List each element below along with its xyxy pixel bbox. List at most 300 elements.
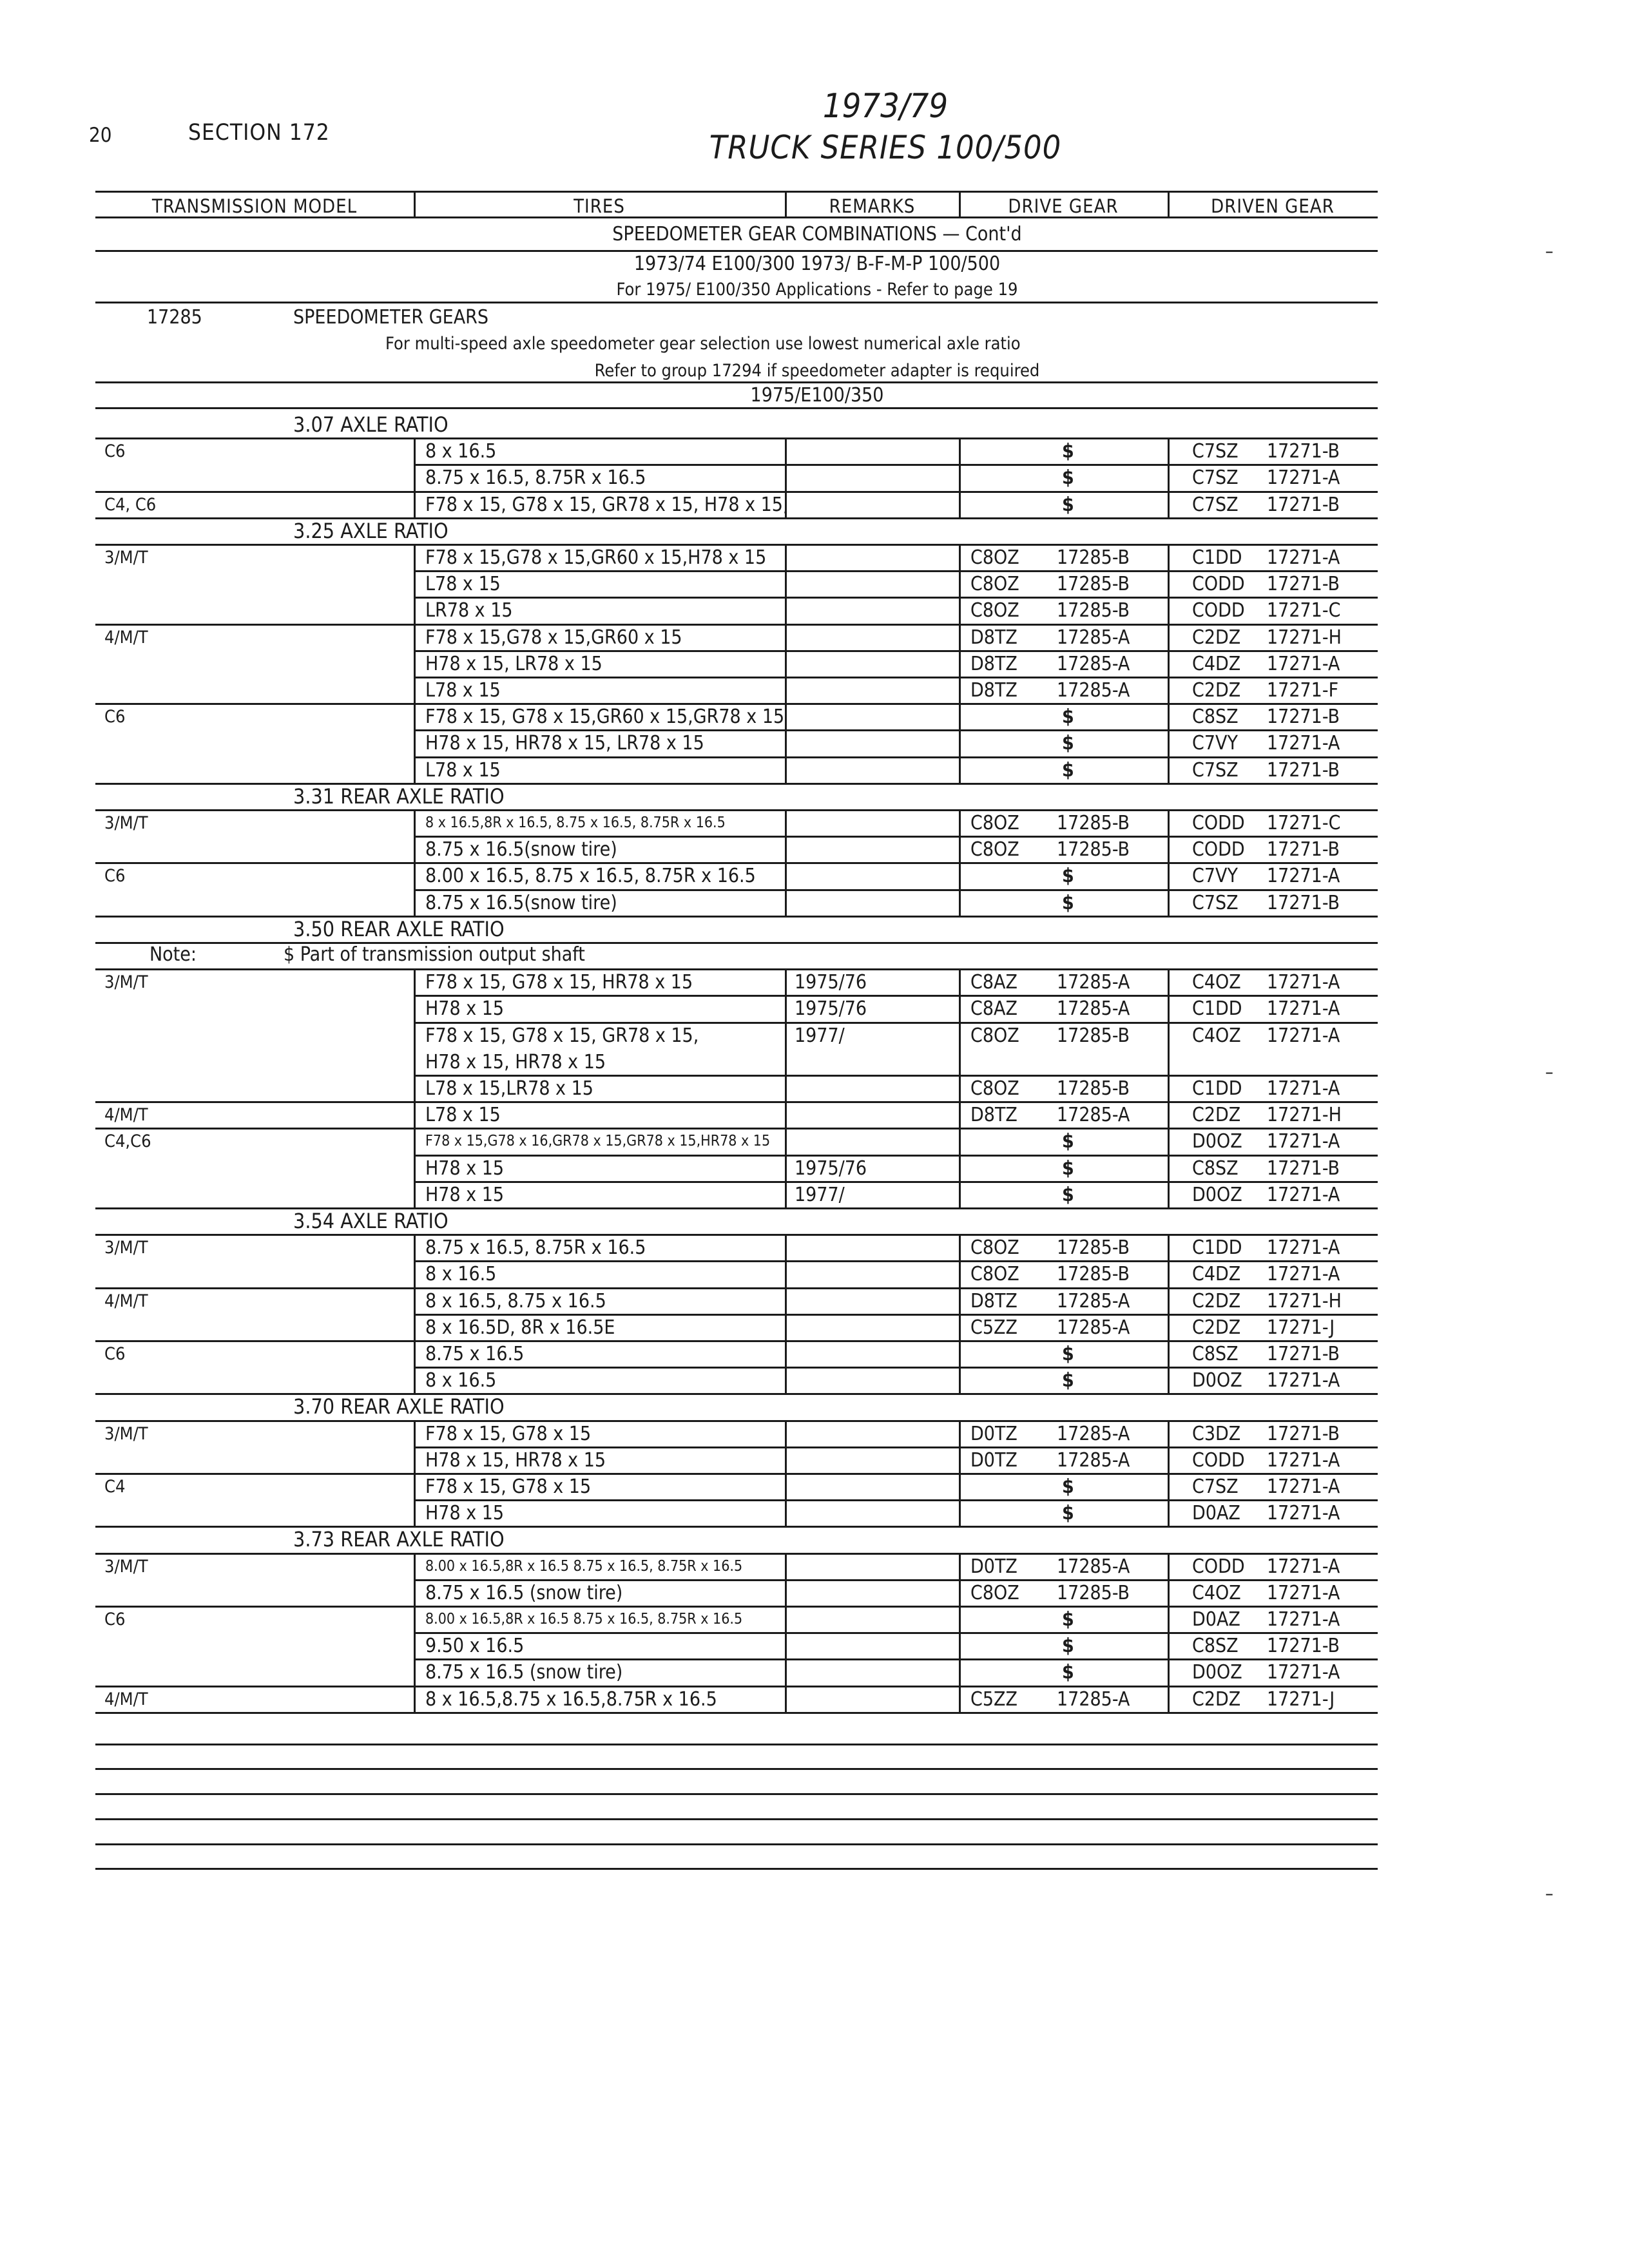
cell-divider	[1168, 1075, 1170, 1101]
driven-gear-part: 17271-A	[1267, 652, 1340, 675]
cell-divider	[959, 650, 961, 677]
cell-divider	[414, 703, 416, 729]
drive-gear-output-shaft-mark: $	[1062, 1369, 1074, 1392]
tire-size: F78 x 15, G78 x 15	[425, 1422, 592, 1445]
drive-gear-part: 17285-B	[1057, 599, 1130, 622]
cell-divider	[959, 1314, 961, 1340]
row-rule	[414, 1022, 1378, 1024]
page-title-years: 1973/79	[822, 87, 949, 126]
cell-divider	[1168, 677, 1170, 703]
driven-gear-prefix: CODD	[1192, 573, 1245, 596]
driven-gear-part: 17271-A	[1267, 1369, 1340, 1392]
remarks: 1975/76	[795, 971, 867, 994]
driven-gear-prefix: C4OZ	[1192, 1581, 1241, 1604]
cell-divider	[1168, 1181, 1170, 1207]
cell-divider	[959, 1287, 961, 1314]
tire-size: 8.00 x 16.5,8R x 16.5 8.75 x 16.5, 8.75R x 16.5	[425, 1557, 743, 1575]
cell-divider	[959, 1260, 961, 1287]
cell-divider	[959, 1632, 961, 1658]
tire-size: 8.00 x 16.5, 8.75 x 16.5, 8.75R x 16.5	[425, 865, 756, 888]
section-end-rule	[95, 1393, 1378, 1395]
driven-gear-part: 17271-B	[1267, 1343, 1340, 1365]
cell-divider	[785, 437, 787, 464]
driven-gear-prefix: D0AZ	[1192, 1608, 1240, 1631]
cell-divider	[1168, 836, 1170, 862]
cell-divider	[1168, 597, 1170, 623]
model-rule	[95, 862, 414, 864]
cell-divider	[414, 437, 416, 464]
cell-divider	[959, 544, 961, 570]
driven-gear-part: 17271-A	[1267, 546, 1340, 569]
driven-gear-prefix: D0AZ	[1192, 1502, 1240, 1525]
drive-gear-part: 17285-B	[1057, 812, 1130, 834]
drive-gear-prefix: C8OZ	[970, 573, 1019, 596]
column-header-remarks: REMARKS	[829, 195, 916, 217]
drive-gear-prefix: C8OZ	[970, 812, 1019, 834]
cell-divider	[959, 1367, 961, 1393]
drive-gear-prefix: C8OZ	[970, 1263, 1019, 1286]
tire-size: F78 x 15, G78 x 15,GR60 x 15,GR78 x 15	[425, 706, 785, 729]
cell-divider	[1168, 624, 1170, 650]
model-rule	[95, 1686, 414, 1687]
cell-divider	[414, 597, 416, 623]
model-rule	[95, 703, 414, 705]
drive-gear-output-shaft-mark: $	[1062, 1635, 1074, 1658]
tire-size: 8 x 16.5	[425, 1369, 497, 1392]
cell-divider	[1168, 1314, 1170, 1340]
blank-rule	[95, 1843, 1378, 1845]
driven-gear-prefix: C3DZ	[1192, 1422, 1241, 1445]
remarks: 1977/	[795, 1024, 845, 1047]
cell-divider	[1168, 1340, 1170, 1367]
cell-divider	[959, 889, 961, 916]
tire-size: 8.75 x 16.5, 8.75R x 16.5	[425, 1236, 646, 1260]
driven-gear-part: 17271-A	[1267, 1448, 1340, 1472]
cell-divider	[414, 809, 416, 836]
drive-gear-prefix: C8AZ	[970, 971, 1017, 994]
cell-divider	[785, 1606, 787, 1632]
section-end-rule	[95, 1526, 1378, 1528]
model-rule	[95, 968, 414, 970]
row-rule	[414, 1473, 1378, 1475]
drive-gear-output-shaft-mark: $	[1062, 1157, 1074, 1180]
model-rule	[95, 544, 414, 546]
tire-size: 8.75 x 16.5 (snow tire)	[425, 1661, 623, 1684]
drive-gear-part: 17285-B	[1057, 838, 1130, 861]
blank-rule	[95, 1744, 1378, 1745]
cell-divider	[414, 1658, 416, 1685]
cell-divider	[959, 1075, 961, 1101]
note-label: Note:	[149, 943, 197, 966]
cell-divider	[1168, 1499, 1170, 1526]
page-title-series: TRUCK SERIES 100/500	[709, 129, 1062, 166]
driven-gear-part: 17271-A	[1267, 1236, 1340, 1260]
cell-divider	[414, 1420, 416, 1446]
row-rule	[414, 889, 1378, 891]
drive-gear-prefix: C8OZ	[970, 546, 1019, 569]
section-end-rule	[95, 916, 1378, 918]
transmission-model: C4, C6	[104, 494, 157, 515]
cell-divider	[959, 1128, 961, 1154]
driven-gear-prefix: C2DZ	[1192, 1316, 1241, 1339]
cell-divider	[414, 1287, 416, 1314]
tire-size: L78 x 15	[425, 758, 501, 782]
cell-divider	[785, 1234, 787, 1260]
cell-divider	[414, 1101, 416, 1128]
cell-divider	[1168, 862, 1170, 889]
row-rule	[414, 1632, 1378, 1634]
cell-divider	[959, 1606, 961, 1632]
driven-gear-prefix: D0OZ	[1192, 1661, 1242, 1684]
drive-gear-prefix: C8OZ	[970, 838, 1019, 861]
transmission-model: 3/M/T	[104, 1556, 148, 1577]
cell-divider	[1168, 437, 1170, 464]
axle-ratio-heading: 3.50 REAR AXLE RATIO	[293, 916, 505, 941]
model-rule	[95, 1234, 414, 1236]
cell-divider	[959, 677, 961, 703]
driven-gear-prefix: C8SZ	[1192, 1635, 1239, 1658]
cell-divider	[785, 1579, 787, 1606]
cell-divider	[959, 703, 961, 729]
driven-gear-part: 17271-H	[1267, 626, 1342, 649]
row-rule	[414, 703, 1378, 705]
transmission-model: C4	[104, 1477, 126, 1497]
driven-gear-part: 17271-B	[1267, 838, 1340, 861]
driven-gear-prefix: C7SZ	[1192, 466, 1239, 490]
driven-gear-part: 17271-B	[1267, 1422, 1340, 1445]
drive-gear-prefix: D8TZ	[970, 626, 1017, 649]
driven-gear-part: 17271-A	[1267, 1555, 1340, 1578]
cell-divider	[1168, 729, 1170, 756]
drive-gear-prefix: C8OZ	[970, 1236, 1019, 1260]
drive-gear-prefix: D8TZ	[970, 679, 1017, 702]
cell-divider	[785, 862, 787, 889]
driven-gear-prefix: C8SZ	[1192, 1343, 1239, 1365]
row-rule	[414, 1260, 1378, 1262]
row-rule	[414, 1314, 1378, 1316]
model-rule	[95, 1473, 414, 1475]
transmission-model: C6	[104, 1344, 126, 1364]
blank-rule	[95, 1868, 1378, 1870]
row-rule	[414, 1075, 1378, 1077]
driven-gear-part: 17271-B	[1267, 440, 1340, 463]
tire-size: H78 x 15, LR78 x 15	[425, 652, 602, 675]
cell-divider	[414, 1686, 416, 1712]
cell-divider	[1168, 570, 1170, 597]
cell-divider	[414, 1155, 416, 1181]
driven-gear-part: 17271-A	[1267, 997, 1340, 1021]
row-rule	[414, 1579, 1378, 1581]
cell-divider	[785, 995, 787, 1021]
cell-divider	[959, 1420, 961, 1446]
drive-gear-part: 17285-A	[1057, 1555, 1130, 1578]
drive-gear-part: 17285-A	[1057, 971, 1130, 994]
row-rule	[414, 1155, 1378, 1157]
margin-mark: –	[1545, 1061, 1554, 1082]
part-name: SPEEDOMETER GEARS	[293, 306, 489, 329]
driven-gear-prefix: C4DZ	[1192, 1263, 1241, 1286]
cell-divider	[1168, 1260, 1170, 1287]
tire-size: H78 x 15	[425, 1183, 505, 1206]
cell-divider	[414, 464, 416, 490]
transmission-model: 3/M/T	[104, 548, 148, 568]
model-rule	[95, 1287, 414, 1289]
cell-divider	[785, 1287, 787, 1314]
cell-divider	[1168, 1553, 1170, 1579]
drive-gear-output-shaft-mark: $	[1062, 493, 1074, 516]
drive-gear-output-shaft-mark: $	[1062, 732, 1074, 755]
cell-divider	[785, 1155, 787, 1181]
cell-divider	[959, 1155, 961, 1181]
cell-divider	[1168, 464, 1170, 490]
reference-note-1975: For 1975/ E100/350 Applications - Refer to page 19	[616, 280, 1018, 300]
model-rule	[95, 1553, 414, 1555]
model-rule	[95, 809, 414, 811]
cell-divider	[959, 624, 961, 650]
cell-divider	[959, 464, 961, 490]
tire-size: L78 x 15,LR78 x 15	[425, 1077, 593, 1100]
cell-divider	[785, 1446, 787, 1473]
driven-gear-prefix: CODD	[1192, 812, 1245, 834]
margin-mark: –	[1545, 1883, 1554, 1904]
drive-gear-part: 17285-B	[1057, 1024, 1130, 1047]
row-rule	[414, 862, 1378, 864]
row-rule	[414, 1128, 1378, 1129]
transmission-model: 4/M/T	[104, 1689, 148, 1709]
drive-gear-output-shaft-mark: $	[1062, 466, 1074, 490]
tire-size: 8.75 x 16.5	[425, 1343, 525, 1365]
cell-divider	[414, 756, 416, 783]
drive-gear-part: 17285-A	[1057, 1448, 1130, 1472]
section-end-rule	[95, 517, 1378, 519]
cell-divider	[785, 756, 787, 783]
drive-gear-prefix: C8OZ	[970, 599, 1019, 622]
cell-divider	[785, 836, 787, 862]
driven-gear-prefix: C1DD	[1192, 546, 1242, 569]
drive-gear-prefix: D0TZ	[970, 1422, 1017, 1445]
drive-gear-output-shaft-mark: $	[1062, 891, 1074, 914]
row-rule	[414, 756, 1378, 758]
cell-divider	[785, 729, 787, 756]
cell-divider	[414, 1499, 416, 1526]
cell-divider	[1168, 1473, 1170, 1499]
row-rule	[414, 995, 1378, 997]
tire-size: L78 x 15	[425, 573, 501, 596]
cell-divider	[1168, 889, 1170, 916]
driven-gear-part: 17271-B	[1267, 706, 1340, 729]
cell-divider	[785, 597, 787, 623]
drive-gear-part: 17285-A	[1057, 997, 1130, 1021]
cell-divider	[785, 703, 787, 729]
row-rule	[414, 597, 1378, 599]
row-rule	[414, 1446, 1378, 1448]
cell-divider	[959, 1686, 961, 1712]
drive-gear-output-shaft-mark: $	[1062, 1183, 1074, 1206]
cell-divider	[414, 1473, 416, 1499]
tire-size: 8 x 16.5D, 8R x 16.5E	[425, 1316, 615, 1339]
cell-divider	[785, 809, 787, 836]
cell-divider	[959, 1579, 961, 1606]
cell-divider	[785, 677, 787, 703]
rule	[95, 381, 1378, 383]
drive-gear-prefix: D8TZ	[970, 1104, 1017, 1127]
cell-divider	[1168, 1287, 1170, 1314]
tire-size: F78 x 15,G78 x 15,GR60 x 15,H78 x 15	[425, 546, 767, 569]
drive-gear-output-shaft-mark: $	[1062, 1502, 1074, 1525]
cell-divider	[1168, 968, 1170, 995]
cell-divider	[414, 1260, 416, 1287]
cell-divider	[414, 570, 416, 597]
model-rule	[95, 624, 414, 626]
driven-gear-part: 17271-B	[1267, 891, 1340, 914]
note-text: $ Part of transmission output shaft	[284, 943, 585, 966]
drive-gear-output-shaft-mark: $	[1062, 1608, 1074, 1631]
cell-divider	[414, 1181, 416, 1207]
tire-size: 9.50 x 16.5	[425, 1635, 525, 1658]
row-rule	[414, 677, 1378, 678]
cell-divider	[414, 1632, 416, 1658]
driven-gear-prefix: CODD	[1192, 1448, 1245, 1472]
cell-divider	[414, 1579, 416, 1606]
row-rule	[414, 491, 1378, 493]
cell-divider	[959, 1234, 961, 1260]
drive-gear-output-shaft-mark: $	[1062, 1475, 1074, 1498]
drive-gear-output-shaft-mark: $	[1062, 706, 1074, 729]
remarks: 1975/76	[795, 997, 867, 1021]
drive-gear-prefix: D8TZ	[970, 1289, 1017, 1312]
cell-divider	[959, 862, 961, 889]
model-heading: 1975/E100/350	[750, 384, 884, 407]
cell-divider	[785, 1420, 787, 1446]
transmission-model: C6	[104, 866, 126, 887]
cell-divider	[959, 995, 961, 1021]
column-header-driven-gear: DRIVEN GEAR	[1211, 195, 1335, 217]
drive-gear-prefix: C8OZ	[970, 1581, 1019, 1604]
cell-divider	[785, 650, 787, 677]
drive-gear-prefix: C8OZ	[970, 1024, 1019, 1047]
row-rule	[414, 464, 1378, 466]
cell-divider	[414, 1128, 416, 1154]
cell-divider	[1168, 1606, 1170, 1632]
rule	[95, 407, 1378, 409]
cell-divider	[1168, 1420, 1170, 1446]
transmission-model: 3/M/T	[104, 1423, 148, 1444]
cell-divider	[1168, 1022, 1170, 1075]
transmission-model: 4/M/T	[104, 627, 148, 648]
driven-gear-part: 17271-C	[1267, 812, 1341, 834]
drive-gear-part: 17285-A	[1057, 626, 1130, 649]
driven-gear-part: 17271-A	[1267, 466, 1340, 490]
driven-gear-part: 17271-A	[1267, 1475, 1340, 1498]
row-rule	[414, 570, 1378, 572]
tire-size: F78 x 15, G78 x 15, GR78 x 15,	[425, 1024, 699, 1047]
column-header-tires: TIRES	[574, 195, 625, 217]
drive-gear-part: 17285-B	[1057, 573, 1130, 596]
cell-divider	[959, 968, 961, 995]
drive-gear-part: 17285-B	[1057, 1236, 1130, 1260]
cell-divider	[785, 464, 787, 490]
driven-gear-part: 17271-A	[1267, 971, 1340, 994]
cell-divider	[1168, 1632, 1170, 1658]
tire-size: F78 x 15, G78 x 15, GR78 x 15, H78 x 15,	[425, 493, 789, 516]
cell-divider	[785, 1367, 787, 1393]
drive-gear-prefix: C8AZ	[970, 997, 1017, 1021]
driven-gear-prefix: C2DZ	[1192, 626, 1241, 649]
tire-size: H78 x 15, HR78 x 15, LR78 x 15	[425, 732, 704, 755]
cell-divider	[1168, 1579, 1170, 1606]
tire-size: L78 x 15	[425, 1104, 501, 1127]
tire-size-continued: H78 x 15, HR78 x 15	[425, 1050, 606, 1073]
cell-divider	[414, 491, 416, 517]
table-subheading: 1973/74 E100/300 1973/ B-F-M-P 100/500	[633, 253, 1001, 275]
driven-gear-part: 17271-J	[1267, 1316, 1335, 1339]
blank-rule	[95, 1818, 1378, 1820]
drive-gear-prefix: D0TZ	[970, 1555, 1017, 1578]
cell-divider	[414, 650, 416, 677]
row-rule	[414, 1658, 1378, 1660]
drive-gear-prefix: D8TZ	[970, 652, 1017, 675]
row-rule	[414, 1340, 1378, 1342]
model-rule	[95, 437, 414, 439]
driven-gear-prefix: C8SZ	[1192, 706, 1239, 729]
cell-divider	[785, 1101, 787, 1128]
cell-divider	[1168, 703, 1170, 729]
driven-gear-prefix: D0OZ	[1192, 1130, 1242, 1153]
driven-gear-part: 17271-A	[1267, 1263, 1340, 1286]
cell-divider	[414, 1075, 416, 1101]
remarks: 1975/76	[795, 1157, 867, 1180]
cell-divider	[959, 756, 961, 783]
cell-divider	[414, 1314, 416, 1340]
cell-divider	[414, 1234, 416, 1260]
model-rule	[95, 1420, 414, 1422]
tire-size: 8.75 x 16.5 (snow tire)	[425, 1581, 623, 1604]
tire-size: H78 x 15	[425, 1502, 505, 1525]
section-end-rule	[95, 1712, 1378, 1714]
tire-size: 8 x 16.5	[425, 440, 497, 463]
drive-gear-output-shaft-mark: $	[1062, 1130, 1074, 1153]
cell-divider	[1168, 1155, 1170, 1181]
multi-speed-note: For multi-speed axle speedometer gear selection use lowest numerical axle ratio	[385, 334, 1021, 354]
drive-gear-part: 17285-A	[1057, 1104, 1130, 1127]
blank-rule	[95, 1793, 1378, 1795]
cell-divider	[785, 1260, 787, 1287]
transmission-model: C6	[104, 1610, 126, 1629]
table-heading: SPEEDOMETER GEAR COMBINATIONS — Cont'd	[612, 223, 1022, 245]
transmission-model: C6	[104, 707, 126, 727]
cell-divider	[414, 889, 416, 916]
rule	[95, 250, 1378, 252]
cell-divider	[959, 1101, 961, 1128]
cell-divider	[785, 1075, 787, 1101]
cell-divider	[785, 1632, 787, 1658]
cell-divider	[1168, 995, 1170, 1021]
axle-ratio-heading: 3.73 REAR AXLE RATIO	[293, 1527, 505, 1552]
driven-gear-prefix: C7SZ	[1192, 891, 1239, 914]
drive-gear-part: 17285-B	[1057, 1263, 1130, 1286]
cell-divider	[959, 809, 961, 836]
driven-gear-part: 17271-A	[1267, 865, 1340, 888]
driven-gear-part: 17271-B	[1267, 1157, 1340, 1180]
cell-divider	[1168, 1367, 1170, 1393]
drive-gear-part: 17285-A	[1057, 679, 1130, 702]
cell-divider	[1168, 1446, 1170, 1473]
cell-divider	[414, 968, 416, 995]
cell-divider	[959, 1553, 961, 1579]
drive-gear-part: 17285-B	[1057, 1077, 1130, 1100]
cell-divider	[959, 1658, 961, 1685]
cell-divider	[785, 1553, 787, 1579]
